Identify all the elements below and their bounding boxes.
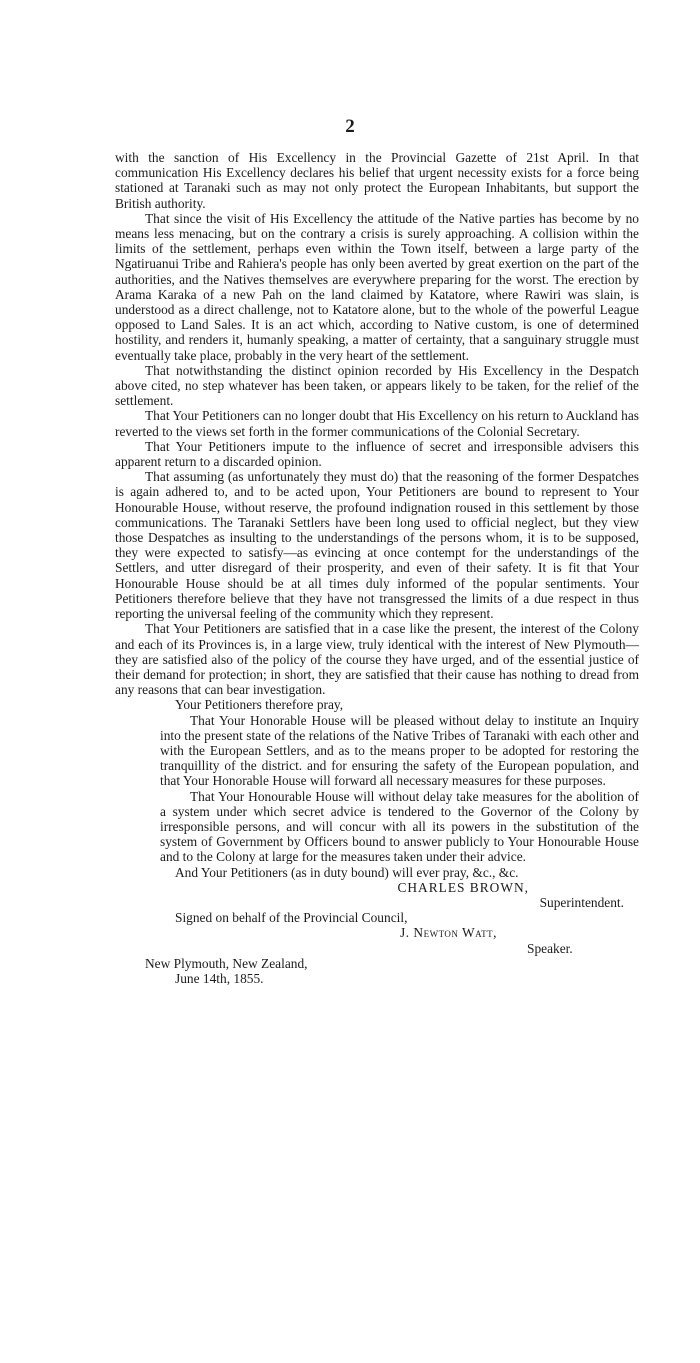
paragraph-continuation: with the sanction of His Excellency in the Provincial Gazette of 21st April. In that communication His Excellency declares his belief that urgent necessity exists for a force being stationed at Taranaki such as may not only protect the European Inhabitants, but support the British authority. <box>115 150 639 211</box>
page-number: 2 <box>345 116 355 137</box>
paragraph-indignation: That assuming (as unfortunately they must do) that the reasoning of the former Despatches is again adhered to, and to be acted upon, Your Petitioners are bound to represent to Your Honourable House, without reserve, the profound indignation roused in this settlement by those communications. The Taranaki Settlers have been long used to official neglect, but they view those Despatches as insulting to the understandings of the persons whom, it is to be supposed, they were expected to satisfy—as evincing at once contempt for the understandings of the Settlers, and utter disregard of their prosperity, and even of their safety. It is fit that Your Honourable House should be at all times duly informed of the popular sentiments. Your Petitioners therefore believe that they have not transgressed the limits of a due respect in thus reporting the universal feeling of the community which they represent. <box>115 469 639 622</box>
signature-speaker-title: Speaker. <box>527 940 573 956</box>
paragraph-secret-advisers: That Your Petitioners impute to the influence of secret and irresponsible advisers this apparent return to a discarded opinion. <box>115 438 639 470</box>
paragraph-reverted-views: That Your Petitioners can no longer doubt that His Excellency on his return to Auckland has reverted to the views set forth in the former communications of the Colonial Secretary. <box>115 408 639 439</box>
signature-superintendent-title: Superintendent. <box>539 894 624 910</box>
prayer-inquiry: That Your Honorable House will be pleased without delay to institute an Inquiry into the present state of the relations of the Native Tribes of Taranaki with each other and with the European Settlers, and as to the means proper to be adopted for restoring the tranquillity of the district. and for ensuring the safety of the European population, and that Your Honorable House will forward all necessary measures for these purposes. <box>160 712 639 789</box>
signed-on-behalf: Signed on behalf of the Provincial Council, <box>175 910 408 926</box>
signature-speaker-name: J. Newton Watt, <box>400 925 497 941</box>
pray-intro: Your Petitioners therefore pray, <box>175 697 344 713</box>
paragraph-no-relief: That notwithstanding the distinct opinion recorded by His Excellency in the Despatch above cited, no step whatever has been taken, or appears likely to be taken, for the relief of the settlement. <box>115 362 639 409</box>
signature-superintendent-name: CHARLES BROWN, <box>397 879 529 895</box>
prayer-abolition: That Your Honourable House will without delay take measures for the abolition of a system under which secret advice is tendered to the Governor of the Colony by irresponsible persons, and will concur with all its powers in the substitution of the system of Government by Officers bound to answer publicly to Your Honourable House and to the Colony at large for the measures taken under their advice. <box>160 788 639 865</box>
petition-body <box>115 150 639 986</box>
paragraph-colony-interest: That Your Petitioners are satisfied that in a case like the present, the interest of the Colony and each of its Provinces is, in a large view, truly identical with the interest of New Plymouth—they are satisfied also of the policy of the course they have urged, and of the essential justice of their demand for protection; in short, they are satisfied that their cause has nothing to dread from any reasons that can bear investigation. <box>115 621 639 698</box>
paragraph-native-attitude: That since the visit of His Excellency the attitude of the Native parties has become by no means less menacing, but on the contrary a crisis is surely approaching. A collision within the limits of the settlement, perhaps even within the Town itself, between a large party of the Ngatiruanui Tribe and Rahiera's people has only been averted by great exertion on the part of the authorities, and the Natives themselves are everywhere preparing for the worst. The erection by Arama Karaka of a new Pah on the land claimed by Katatore, where Rawiri was slain, is understood as a direct challenge, not to Katatore alone, but to the whole of the powerful League opposed to Land Sales. It is an act which, according to Native custom, is one of determined hostility, and renders it, humanly speaking, a matter of certainty, that a sanguinary struggle must eventually take place, probably in the very heart of the settlement. <box>115 210 639 363</box>
closing-line: And Your Petitioners (as in duty bound) will ever pray, &c., &c. <box>175 864 519 880</box>
date-line: June 14th, 1855. <box>175 970 264 986</box>
place-line: New Plymouth, New Zealand, <box>145 955 308 971</box>
